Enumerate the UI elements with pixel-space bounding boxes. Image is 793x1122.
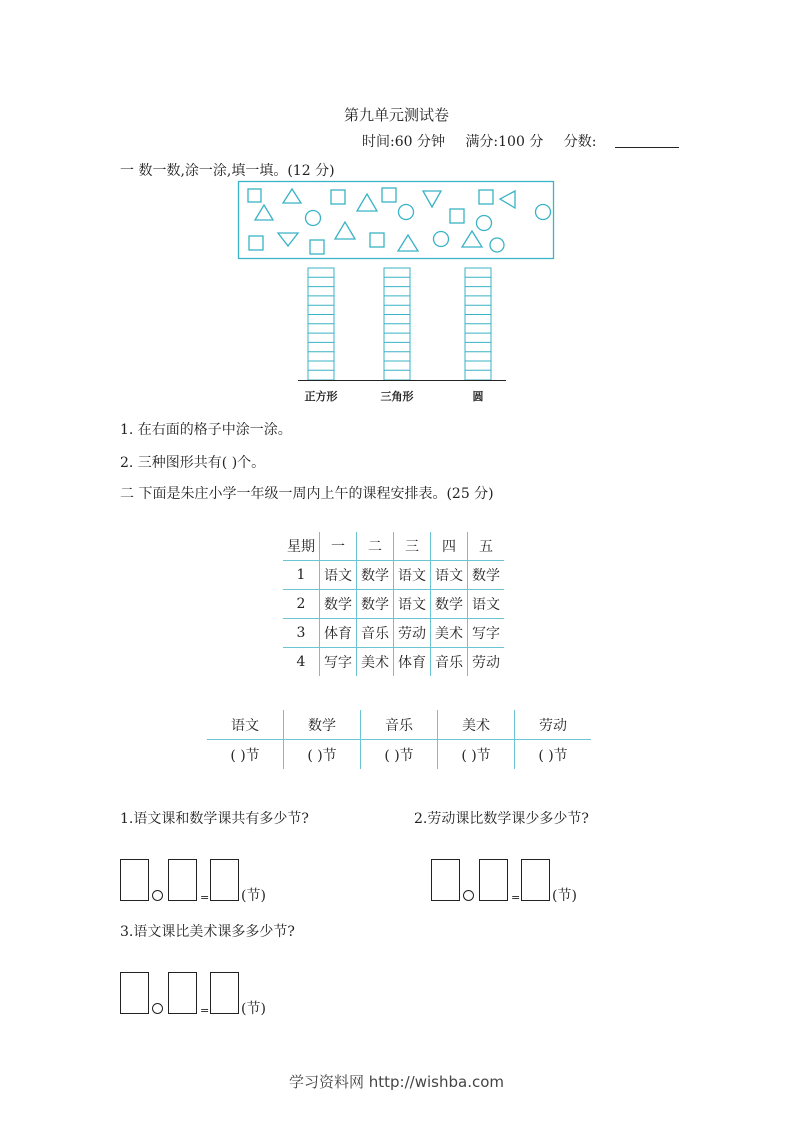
triangle-shape	[500, 191, 515, 208]
section-2-q3: 3.语文课比美术课多多少节?	[120, 924, 295, 940]
table-cell: 音乐	[431, 648, 468, 677]
subject-cell: 音乐	[361, 710, 438, 740]
time-label: 时间:60 分钟	[362, 134, 445, 150]
label-square: 正方形	[304, 390, 338, 403]
square-shape	[382, 188, 396, 202]
period-cell: 2	[283, 590, 320, 619]
circle-shape	[399, 205, 414, 220]
count-blank[interactable]: ( )节	[438, 740, 515, 770]
period-cell: 3	[283, 619, 320, 648]
table-cell: 美术	[431, 619, 468, 648]
square-shape	[370, 233, 384, 247]
triangle-shape	[462, 231, 482, 247]
header-cell: 二	[357, 532, 394, 561]
section-2-q2: 2.劳动课比数学课少多少节?	[414, 811, 589, 827]
table-cell: 语文	[394, 561, 431, 590]
subject-cell: 劳动	[515, 710, 592, 740]
table-cell: 音乐	[357, 619, 394, 648]
triangle-shape	[255, 205, 273, 220]
page-title: 第九单元测试卷	[343, 106, 449, 124]
table-cell: 体育	[320, 619, 357, 648]
table-row	[283, 532, 504, 561]
shapes-figure	[236, 178, 558, 408]
equals-sign: =	[200, 891, 210, 904]
circle-shape	[434, 232, 449, 247]
square-shape	[310, 240, 324, 254]
subject-cell: 数学	[284, 710, 361, 740]
table-cell: 美术	[357, 648, 394, 677]
table-row	[283, 590, 504, 619]
count-blank[interactable]: ( )节	[515, 740, 592, 770]
exam-meta	[362, 131, 695, 151]
table-row	[283, 648, 504, 677]
table-cell: 数学	[357, 561, 394, 590]
operator-circle[interactable]	[463, 890, 474, 901]
unit-label: (节)	[241, 1001, 266, 1017]
label-circle: 圆	[472, 390, 484, 403]
answer-box[interactable]	[431, 859, 460, 901]
square-shape	[248, 189, 261, 202]
answer-box[interactable]	[210, 859, 239, 901]
answer-box[interactable]	[479, 859, 508, 901]
table-cell: 语文	[468, 590, 505, 619]
triangle-shape	[278, 233, 298, 246]
score-blank[interactable]	[615, 133, 679, 148]
header-cell: 星期	[283, 532, 320, 561]
count-table	[207, 710, 591, 769]
table-cell: 语文	[320, 561, 357, 590]
answer-box[interactable]	[120, 859, 149, 901]
triangle-shape	[335, 222, 355, 239]
label-triangle: 三角形	[380, 390, 414, 403]
count-blank[interactable]: ( )节	[361, 740, 438, 770]
subject-cell: 语文	[207, 710, 284, 740]
header-cell: 一	[320, 532, 357, 561]
period-cell: 1	[283, 561, 320, 590]
schedule-table	[283, 532, 504, 676]
table-cell: 语文	[394, 590, 431, 619]
section-2-heading: 二 下面是朱庄小学一年级一周内上午的课程安排表。(25 分)	[120, 486, 494, 502]
triangle-shape	[423, 191, 441, 207]
table-cell: 数学	[431, 590, 468, 619]
square-shape	[479, 190, 493, 204]
table-row	[207, 740, 591, 770]
answer-box[interactable]	[120, 972, 149, 1014]
period-cell: 4	[296, 654, 306, 670]
section-1-heading: 一 数一数,涂一涂,填一填。(12 分)	[120, 163, 335, 179]
footer-watermark: 学习资料网 http://wishba.com	[289, 1073, 504, 1091]
circle-shape	[306, 211, 321, 226]
header-cell: 五	[468, 532, 505, 561]
table-cell: 劳动	[468, 648, 505, 677]
triangle-shape	[398, 235, 418, 251]
answer-box[interactable]	[168, 972, 197, 1014]
header-cell: 三	[394, 532, 431, 561]
unit-label: (节)	[241, 888, 266, 904]
table-cell: 劳动	[394, 619, 431, 648]
table-row	[283, 619, 504, 648]
full-score-label: 满分:100 分	[465, 134, 544, 150]
table-cell: 写字	[320, 648, 357, 677]
table-row	[207, 710, 591, 740]
table-cell: 数学	[357, 590, 394, 619]
equals-sign: =	[200, 1004, 210, 1017]
circle-shape	[490, 238, 504, 252]
header-cell: 四	[431, 532, 468, 561]
table-cell: 语文	[431, 561, 468, 590]
answer-box[interactable]	[521, 859, 550, 901]
square-shape	[249, 236, 263, 250]
section-2-q1: 1.语文课和数学课共有多少节?	[120, 811, 309, 827]
equals-sign: =	[511, 891, 521, 904]
count-blank[interactable]: ( )节	[230, 747, 260, 764]
score-label: 分数:	[563, 134, 597, 150]
circle-shape	[477, 216, 492, 231]
triangle-shape	[357, 194, 377, 211]
operator-circle[interactable]	[152, 1003, 163, 1014]
count-blank[interactable]: ( )节	[284, 740, 361, 770]
square-shape	[450, 209, 464, 223]
table-cell: 写字	[468, 619, 505, 648]
operator-circle[interactable]	[152, 890, 163, 901]
answer-box[interactable]	[210, 972, 239, 1014]
table-row	[283, 561, 504, 590]
circle-shape	[536, 205, 551, 220]
square-shape	[331, 190, 345, 204]
table-cell: 数学	[468, 561, 505, 590]
section-1-q1: 1. 在右面的格子中涂一涂。	[120, 422, 292, 438]
table-cell: 数学	[320, 590, 357, 619]
subject-cell: 美术	[438, 710, 515, 740]
triangle-shape	[283, 189, 301, 203]
unit-label: (节)	[552, 888, 577, 904]
table-cell: 体育	[394, 648, 431, 677]
answer-box[interactable]	[168, 859, 197, 901]
section-1-q2: 2. 三种图形共有( )个。	[120, 455, 266, 471]
